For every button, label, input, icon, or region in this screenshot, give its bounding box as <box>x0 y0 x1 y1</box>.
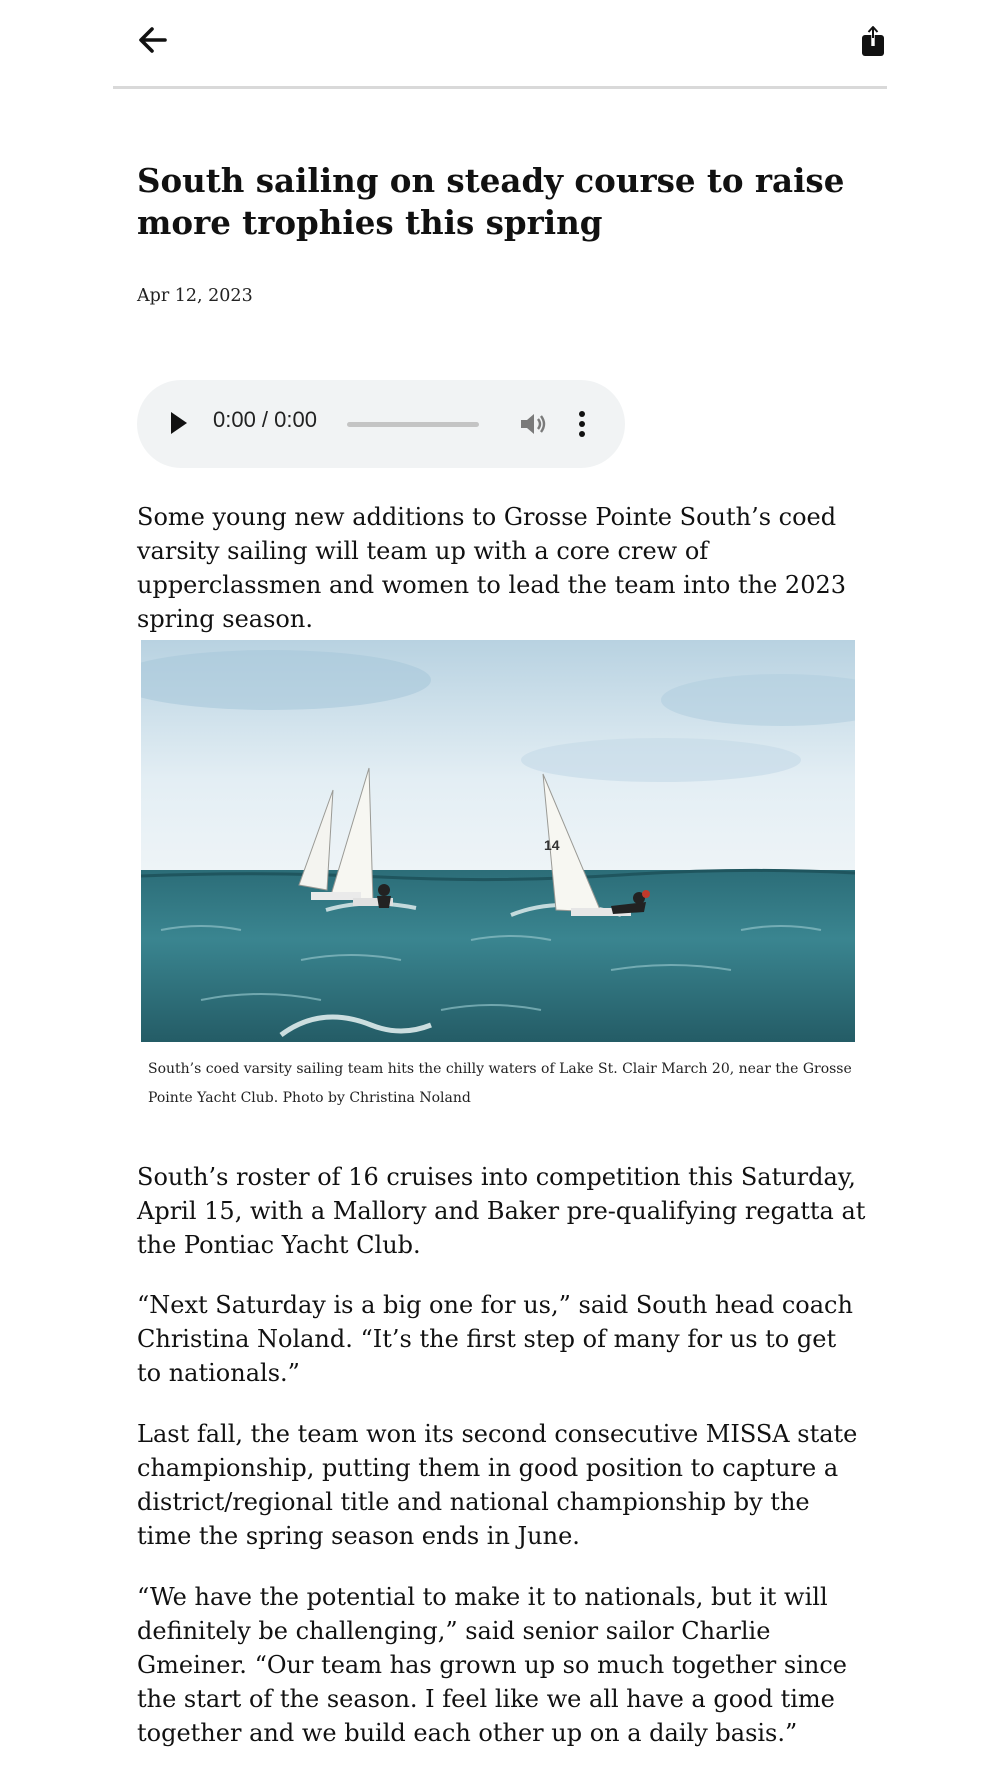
article-date: Apr 12, 2023 <box>137 286 253 306</box>
sail-number: 14 <box>544 837 560 853</box>
photo-caption: South’s coed varsity sailing team hits the chilly waters of Lake St. Clair March 20, near the Grosse Pointe Yacht Club. Photo by Christina Noland <box>148 1061 852 1106</box>
play-icon[interactable] <box>171 412 187 434</box>
back-button[interactable] <box>133 20 173 60</box>
article <box>137 160 867 1747</box>
more-options-icon[interactable] <box>577 410 587 438</box>
article-paragraph: South’s roster of 16 cruises into competition this Saturday, April 15, with a Mallory and Baker pre-qualifying regatta at the Pontiac Yacht Club. <box>137 1163 866 1259</box>
article-paragraph: “Next Saturday is a big one for us,” said South head coach Christina Noland. “It’s the first step of many for us to get to nationals.” <box>137 1291 853 1387</box>
volume-icon[interactable] <box>519 412 547 436</box>
arrow-left-icon <box>133 20 173 60</box>
audio-time: 0:00 / 0:00 <box>213 407 317 432</box>
article-paragraph: Last fall, the team won its second consecutive MISSA state championship, putting them in good position to capture a district/regional title and national championship by the time the spring season ends in June. <box>137 1420 858 1550</box>
article-photo <box>141 640 855 1042</box>
share-icon <box>859 24 887 58</box>
share-button[interactable] <box>859 24 887 58</box>
article-intro: Some young new additions to Grosse Pointe South’s coed varsity sailing will team up with a core crew of upperclassmen and women to lead the team into the 2023 spring season. <box>137 503 847 633</box>
audio-progress-bar[interactable] <box>347 422 479 427</box>
top-app-bar <box>113 0 887 89</box>
audio-player <box>137 380 625 468</box>
article-paragraph: “We have the potential to make it to nationals, but it will definitely be challenging,” said senior sailor Charlie Gmeiner. “Our team has grown up so much together since the start of the season. I feel like we all have a good time together and we build each other up on a daily basis.” <box>137 1583 847 1747</box>
article-headline: South sailing on steady course to raise more trophies this spring <box>137 161 845 242</box>
